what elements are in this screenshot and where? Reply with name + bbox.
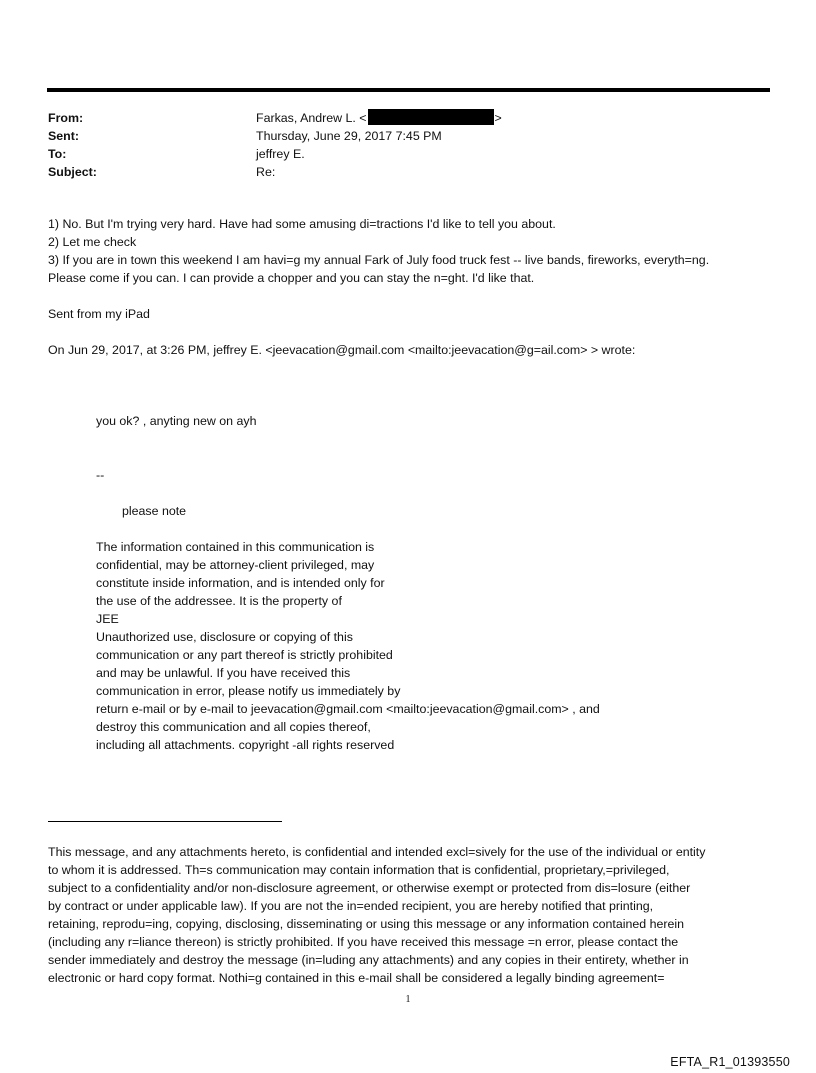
reply-body bbox=[48, 215, 709, 287]
notice-line: by contract or under applicable law). If you are not the in=ended recipient, you are hereby notified that printing, bbox=[48, 899, 654, 913]
please-note: please note bbox=[122, 504, 187, 518]
quoted-disclaimer bbox=[96, 538, 600, 754]
disclaimer-line: The information contained in this communication is bbox=[96, 540, 375, 554]
to-row bbox=[48, 145, 748, 163]
disclaimer-line: return e-mail or by e-mail to jeevacation@gmail.com <mailto:jeevacation@gmail.com> , and bbox=[96, 702, 600, 716]
from-label: From: bbox=[48, 111, 84, 125]
quote-header: On Jun 29, 2017, at 3:26 PM, jeffrey E. <jeevacation@gmail.com <mailto:jeevacation@g=ail.com> > wrote: bbox=[48, 343, 636, 357]
from-bracket: > bbox=[494, 111, 502, 125]
disclaimer-line: communication in error, please notify us immediately by bbox=[96, 684, 401, 698]
reply-line: 2) Let me check bbox=[48, 235, 137, 249]
sent-row bbox=[48, 127, 748, 145]
notice-line: to whom it is addressed. Th=s communication may contain information that is confidential, proprietary,=privileged, bbox=[48, 863, 670, 877]
signature: Sent from my iPad bbox=[48, 307, 150, 321]
subject-label: Subject: bbox=[48, 165, 97, 179]
sent-label: Sent: bbox=[48, 129, 79, 143]
disclaimer-line: JEE bbox=[96, 612, 119, 626]
reply-line: 3) If you are in town this weekend I am havi=g my annual Fark of July food truck fest -- live bands, fireworks, everyth=ng. bbox=[48, 253, 710, 267]
disclaimer-line: including all attachments. copyright -all rights reserved bbox=[96, 738, 395, 752]
disclaimer-line: Unauthorized use, disclosure or copying of this bbox=[96, 630, 353, 644]
disclaimer-line: and may be unlawful. If you have received this bbox=[96, 666, 351, 680]
header-divider bbox=[47, 88, 770, 92]
email-header bbox=[48, 109, 748, 181]
subject-row bbox=[48, 163, 748, 181]
disclaimer-line: the use of the addressee. It is the property of bbox=[96, 594, 342, 608]
quoted-separator: -- bbox=[96, 468, 105, 482]
disclaimer-line: communication or any part thereof is strictly prohibited bbox=[96, 648, 393, 662]
page-number: 1 bbox=[405, 994, 411, 1005]
from-value bbox=[256, 109, 502, 127]
to-label: To: bbox=[48, 147, 67, 161]
notice-line: This message, and any attachments hereto, is confidential and intended excl=sively for the use of the individual or entity bbox=[48, 845, 706, 859]
notice-line: electronic or hard copy format. Nothi=g contained in this e-mail shall be considered a legally binding agreement= bbox=[48, 971, 665, 985]
from-row bbox=[48, 109, 748, 127]
disclaimer-line: constitute inside information, and is intended only for bbox=[96, 576, 385, 590]
notice-line: (including any r=liance thereon) is strictly prohibited. If you have received this message =n error, please contact the bbox=[48, 935, 679, 949]
reply-line: Please come if you can. I can provide a chopper and you can stay the n=ght. I'd like that. bbox=[48, 271, 535, 285]
subject-value: Re: bbox=[256, 165, 276, 179]
reply-line: 1) No. But I'm trying very hard. Have had some amusing di=tractions I'd like to tell you about. bbox=[48, 217, 556, 231]
disclaimer-line: confidential, may be attorney-client privileged, may bbox=[96, 558, 375, 572]
confidentiality-notice bbox=[48, 843, 705, 987]
notice-line: retaining, reprodu=ing, copying, disclosing, disseminating or using this message or any information contained herein bbox=[48, 917, 685, 931]
footer-divider bbox=[48, 821, 282, 822]
redaction-box bbox=[368, 109, 494, 125]
notice-line: subject to a confidentiality and/or non-disclosure agreement, or otherwise exempt or protected from dis=losure (either bbox=[48, 881, 691, 895]
sent-value: Thursday, June 29, 2017 7:45 PM bbox=[256, 129, 442, 143]
notice-line: sender immediately and destroy the message (in=luding any attachments) and any copies in their entirety, whether in bbox=[48, 953, 689, 967]
to-value: jeffrey E. bbox=[256, 147, 305, 161]
document-id: EFTA_R1_01393550 bbox=[670, 1055, 790, 1069]
from-name: Farkas, Andrew L. < bbox=[256, 111, 367, 125]
quoted-message: you ok? , anyting new on ayh bbox=[96, 414, 257, 428]
disclaimer-line: destroy this communication and all copies thereof, bbox=[96, 720, 371, 734]
